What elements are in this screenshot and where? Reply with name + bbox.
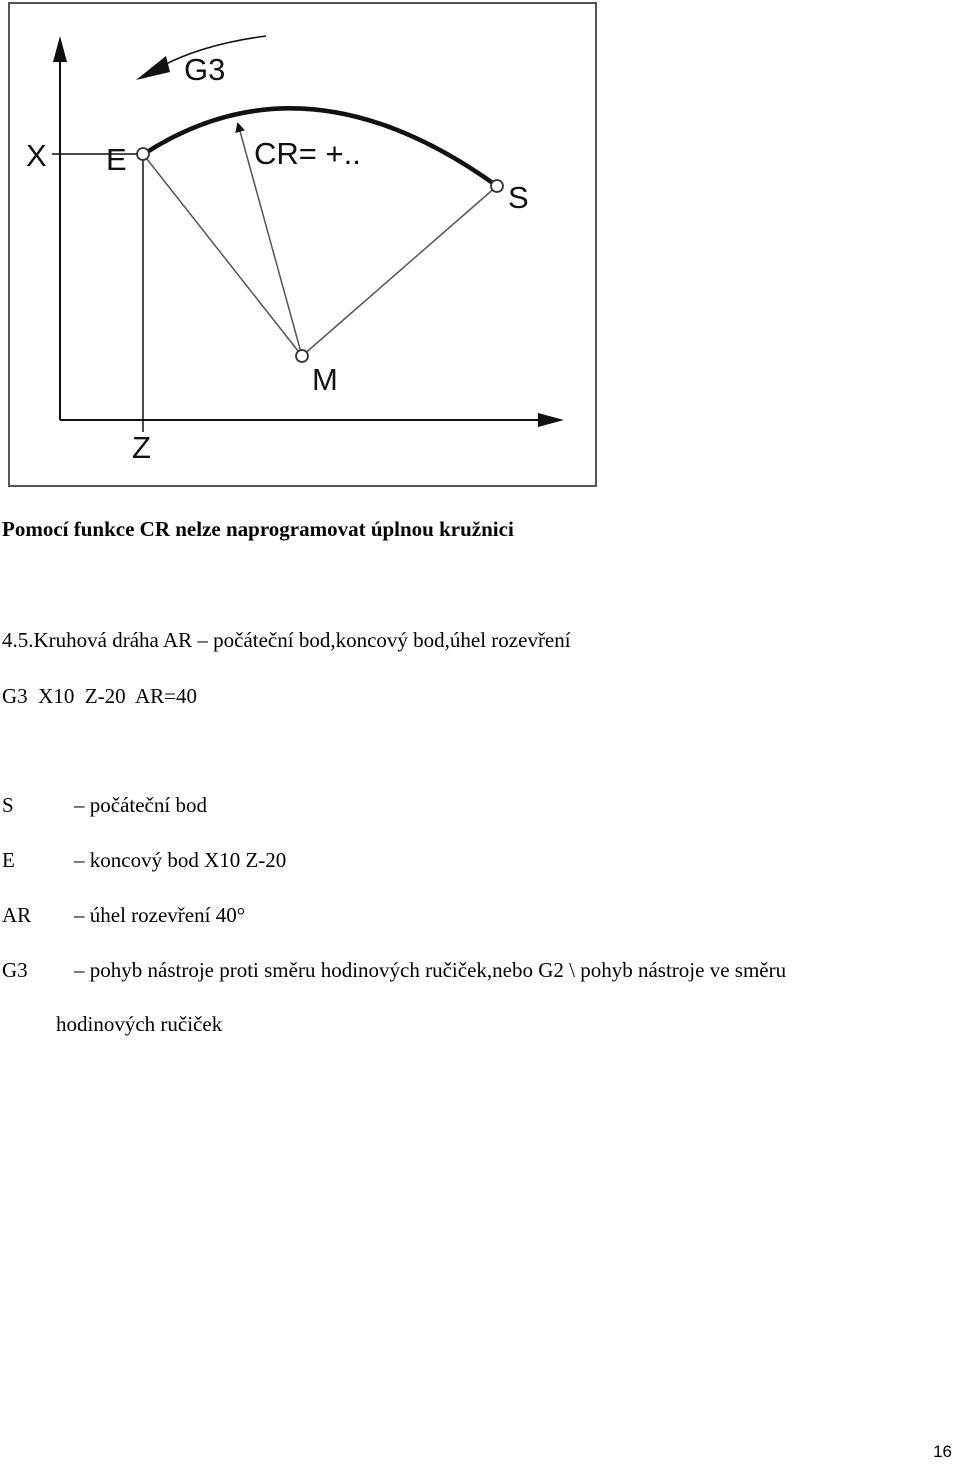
axis-z-label: Z [132, 430, 151, 465]
radius-label: CR= +.. [254, 136, 361, 171]
definition-key: S [2, 793, 14, 817]
point-s [491, 180, 503, 192]
definition-desc: – pohyb nástroje proti směru hodinových ručiček,nebo G2 \ pohyb nástroje ve směru [74, 958, 787, 982]
definition-desc: – úhel rozevření 40° [74, 903, 246, 927]
definition-desc: – počáteční bod [74, 793, 207, 817]
axis-x-label: X [26, 138, 47, 173]
definition-key: G3 [2, 958, 28, 982]
point-m [296, 350, 308, 362]
section-title: 4.5.Kruhová dráha AR – počáteční bod,koncový bod,úhel rozevření [2, 628, 571, 652]
definition-key: E [2, 848, 15, 872]
definition-continuation: hodinových ručiček [56, 1012, 223, 1036]
page-number: 16 [933, 1442, 952, 1461]
figure-frame [9, 3, 596, 486]
definition-key: AR [2, 903, 32, 927]
point-s-label: S [508, 180, 529, 215]
code-line: G3 X10 Z-20 AR=40 [2, 684, 198, 708]
arc-diagram [8, 2, 598, 488]
heading: Pomocí funkce CR nelze naprogramovat úplnou kružnici [2, 517, 514, 541]
definition-desc: – koncový bod X10 Z-20 [74, 848, 287, 872]
point-e-label: E [106, 142, 127, 177]
point-e [137, 148, 149, 160]
point-m-label: M [312, 362, 338, 397]
direction-label: G3 [184, 52, 226, 87]
